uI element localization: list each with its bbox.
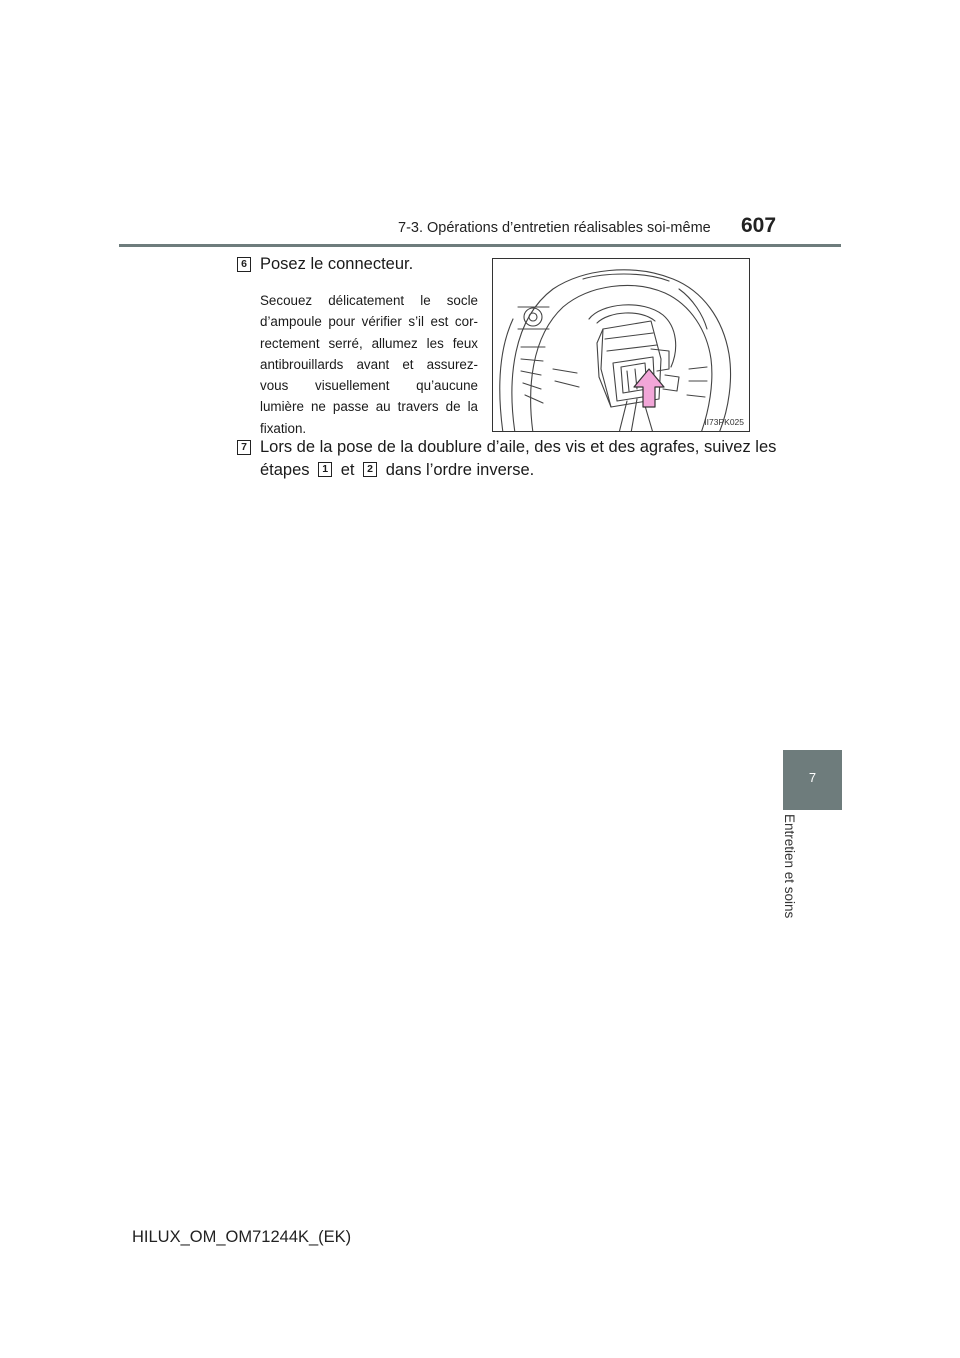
- step-6-body: Secouez délicatement le socle d’ampoule pour vérifier s’il est cor-rectement serré, allumez les feux antibrouillards avant et assurez-vous visuellement qu’aucune lumière ne passe au travers de la fixation.: [260, 293, 478, 436]
- step-6-number: 6: [237, 257, 251, 272]
- headlight-socket-drawing: [493, 259, 750, 432]
- step-ref-1: 1: [318, 462, 332, 477]
- chapter-label-wrap: [783, 814, 811, 924]
- page-number: 607: [741, 214, 777, 237]
- section-title: 7-3. Opérations d’entretien réalisables soi-même: [398, 220, 711, 236]
- chapter-tab: [783, 750, 842, 810]
- step-7-number: 7: [237, 440, 251, 455]
- step-ref-2: 2: [363, 462, 377, 477]
- figure-code: II73PK025: [704, 417, 744, 427]
- connector-illustration: [492, 258, 750, 432]
- step-7-prefix: étapes: [260, 461, 310, 479]
- header-divider: [119, 244, 841, 247]
- chapter-number: 7: [808, 770, 817, 785]
- step-7-line-1: Lors de la pose de la doublure d’aile, des vis et des agrafes, suivez les: [260, 438, 777, 456]
- step-7-line-2: [260, 461, 534, 480]
- step-6-title: Posez le connecteur.: [260, 255, 414, 273]
- document-id: HILUX_OM_OM71244K_(EK): [132, 1228, 352, 1246]
- chapter-label: Entretien et soins: [782, 814, 797, 919]
- step-7-suffix: dans l’ordre inverse.: [385, 461, 535, 479]
- step-7-mid: et: [340, 461, 355, 479]
